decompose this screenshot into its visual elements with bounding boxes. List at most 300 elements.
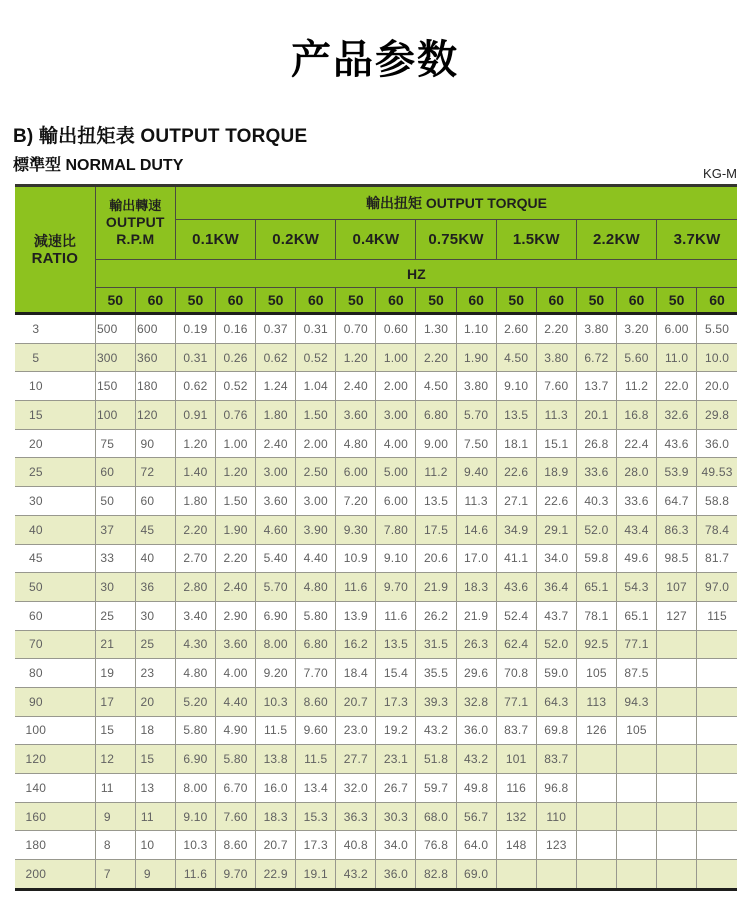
torque-cell: 5.70 [456, 401, 496, 430]
torque-cell: 10.3 [175, 831, 215, 860]
rpm-cell: 37 [95, 515, 135, 544]
torque-cell: 19.2 [376, 716, 416, 745]
rpm-cell: 10 [135, 831, 175, 860]
rpm-cell: 9 [135, 860, 175, 890]
torque-cell: 9.20 [256, 659, 296, 688]
torque-cell: 22.0 [657, 372, 697, 401]
torque-cell: 36.3 [336, 802, 376, 831]
torque-cell: 1.20 [336, 343, 376, 372]
rpm-cell: 30 [135, 601, 175, 630]
torque-cell: 20.1 [576, 401, 616, 430]
torque-cell: 5.20 [175, 687, 215, 716]
torque-cell: 49.6 [616, 544, 656, 573]
table-row [15, 860, 737, 890]
torque-cell: 14.6 [456, 515, 496, 544]
torque-cell: 1.24 [256, 372, 296, 401]
ratio-cell: 80 [15, 659, 95, 688]
rpm-column-header [95, 186, 175, 260]
torque-cell: 33.6 [576, 458, 616, 487]
torque-cell: 28.0 [616, 458, 656, 487]
torque-cell [697, 831, 737, 860]
rpm-cell: 75 [95, 429, 135, 458]
rpm-header-zh: 輸出轉速 [109, 198, 162, 213]
torque-cell: 18.1 [496, 429, 536, 458]
torque-cell: 4.40 [296, 544, 336, 573]
torque-cell: 17.3 [296, 831, 336, 860]
torque-cell: 83.7 [536, 745, 576, 774]
torque-cell: 27.1 [496, 487, 536, 516]
torque-cell: 2.20 [175, 515, 215, 544]
rpm-cell: 40 [135, 544, 175, 573]
torque-cell: 13.4 [296, 774, 336, 803]
torque-cell: 5.60 [616, 343, 656, 372]
torque-cell: 64.7 [657, 487, 697, 516]
torque-cell: 2.50 [296, 458, 336, 487]
torque-cell: 132 [496, 802, 536, 831]
rpm-cell: 180 [135, 372, 175, 401]
torque-cell: 11.2 [416, 458, 456, 487]
rpm-cell: 60 [135, 487, 175, 516]
torque-cell: 11.6 [376, 601, 416, 630]
torque-cell: 82.8 [416, 860, 456, 890]
torque-cell: 51.8 [416, 745, 456, 774]
kw-header-0.4kw: 0.4KW [336, 220, 416, 260]
table-row [15, 802, 737, 831]
ratio-cell: 140 [15, 774, 95, 803]
torque-cell: 10.3 [256, 687, 296, 716]
torque-cell: 32.8 [456, 687, 496, 716]
ratio-cell: 180 [15, 831, 95, 860]
torque-cell: 3.60 [256, 487, 296, 516]
torque-cell: 26.2 [416, 601, 456, 630]
torque-cell [697, 659, 737, 688]
torque-cell: 9.00 [416, 429, 456, 458]
rpm-cell: 19 [95, 659, 135, 688]
torque-cell: 123 [536, 831, 576, 860]
ratio-column-header [15, 186, 95, 314]
torque-cell: 78.4 [697, 515, 737, 544]
sub-heading-normal-duty: 標準型 NORMAL DUTY [13, 157, 184, 174]
torque-cell: 27.7 [336, 745, 376, 774]
torque-cell: 16.8 [616, 401, 656, 430]
ratio-cell: 90 [15, 687, 95, 716]
torque-cell: 17.3 [376, 687, 416, 716]
section-heading-output-torque: B) 輸出扭矩表 OUTPUT TORQUE [13, 126, 308, 147]
torque-cell: 11.6 [336, 573, 376, 602]
freq-header-50hz: 50 [256, 288, 296, 314]
torque-cell [576, 745, 616, 774]
torque-cell: 0.62 [256, 343, 296, 372]
torque-cell: 69.0 [456, 860, 496, 890]
torque-cell: 23.1 [376, 745, 416, 774]
torque-cell: 2.80 [175, 573, 215, 602]
table-header [15, 186, 737, 314]
rpm-cell: 120 [135, 401, 175, 430]
torque-cell: 3.60 [216, 630, 256, 659]
torque-cell: 10.0 [697, 343, 737, 372]
ratio-cell: 30 [15, 487, 95, 516]
torque-cell: 2.00 [296, 429, 336, 458]
torque-cell: 5.00 [376, 458, 416, 487]
torque-cell: 3.00 [256, 458, 296, 487]
torque-cell: 2.90 [216, 601, 256, 630]
page-title: 产品参数 [291, 38, 459, 82]
torque-cell [657, 831, 697, 860]
torque-cell: 18.3 [256, 802, 296, 831]
torque-cell: 65.1 [576, 573, 616, 602]
torque-cell: 15.3 [296, 802, 336, 831]
torque-cell: 98.5 [657, 544, 697, 573]
torque-cell: 9.70 [216, 860, 256, 890]
ratio-cell: 100 [15, 716, 95, 745]
rpm-cell: 11 [135, 802, 175, 831]
torque-cell: 69.8 [536, 716, 576, 745]
torque-cell: 36.0 [376, 860, 416, 890]
rpm-cell: 25 [95, 601, 135, 630]
torque-cell: 0.91 [175, 401, 215, 430]
torque-cell: 115 [697, 601, 737, 630]
freq-header-50hz: 50 [496, 288, 536, 314]
torque-cell: 6.72 [576, 343, 616, 372]
torque-cell: 56.7 [456, 802, 496, 831]
ratio-cell: 15 [15, 401, 95, 430]
freq-header-50hz: 50 [175, 288, 215, 314]
torque-cell [536, 860, 576, 890]
torque-cell: 11.3 [536, 401, 576, 430]
torque-cell: 13.5 [416, 487, 456, 516]
torque-cell: 3.00 [376, 401, 416, 430]
rpm-cell: 60 [95, 458, 135, 487]
torque-cell: 2.20 [416, 343, 456, 372]
freq-header-60hz: 60 [216, 288, 256, 314]
torque-cell: 13.9 [336, 601, 376, 630]
table-row [15, 831, 737, 860]
table-row [15, 429, 737, 458]
output-torque-table [15, 184, 737, 891]
torque-cell: 30.3 [376, 802, 416, 831]
torque-cell: 4.40 [216, 687, 256, 716]
torque-cell: 70.8 [496, 659, 536, 688]
torque-cell: 5.80 [175, 716, 215, 745]
rpm-cell: 45 [135, 515, 175, 544]
ratio-cell: 50 [15, 573, 95, 602]
ratio-cell: 120 [15, 745, 95, 774]
torque-cell: 0.19 [175, 314, 215, 344]
torque-cell: 0.31 [175, 343, 215, 372]
torque-cell: 9.60 [296, 716, 336, 745]
rpm-cell: 23 [135, 659, 175, 688]
table-row [15, 601, 737, 630]
torque-cell: 7.60 [536, 372, 576, 401]
torque-cell: 43.2 [416, 716, 456, 745]
torque-cell: 0.76 [216, 401, 256, 430]
torque-cell: 13.5 [376, 630, 416, 659]
rpm-cell: 360 [135, 343, 175, 372]
torque-cell: 11.6 [175, 860, 215, 890]
torque-cell [657, 659, 697, 688]
table-row [15, 458, 737, 487]
torque-cell: 9.10 [496, 372, 536, 401]
torque-cell: 11.0 [657, 343, 697, 372]
torque-cell: 16.0 [256, 774, 296, 803]
torque-cell: 0.31 [296, 314, 336, 344]
table-body [15, 314, 737, 890]
torque-cell: 17.0 [456, 544, 496, 573]
table-row [15, 487, 737, 516]
torque-cell [657, 860, 697, 890]
torque-cell: 8.00 [256, 630, 296, 659]
torque-cell: 1.20 [216, 458, 256, 487]
torque-cell: 6.90 [256, 601, 296, 630]
rpm-cell: 7 [95, 860, 135, 890]
torque-cell: 59.8 [576, 544, 616, 573]
torque-cell: 9.10 [376, 544, 416, 573]
torque-cell: 5.80 [216, 745, 256, 774]
freq-header-60hz: 60 [135, 288, 175, 314]
torque-cell: 26.8 [576, 429, 616, 458]
torque-cell: 52.0 [536, 630, 576, 659]
torque-cell: 0.16 [216, 314, 256, 344]
freq-header-60hz: 60 [616, 288, 656, 314]
torque-cell: 7.20 [336, 487, 376, 516]
torque-cell [657, 745, 697, 774]
torque-group-header: 輸出扭矩 OUTPUT TORQUE [175, 186, 737, 220]
torque-cell: 36.4 [536, 573, 576, 602]
torque-cell: 76.8 [416, 831, 456, 860]
torque-cell [657, 687, 697, 716]
torque-cell: 8.60 [296, 687, 336, 716]
torque-cell: 2.20 [216, 544, 256, 573]
torque-cell: 6.70 [216, 774, 256, 803]
torque-cell: 34.9 [496, 515, 536, 544]
torque-cell: 4.50 [416, 372, 456, 401]
torque-cell: 105 [576, 659, 616, 688]
rpm-cell: 12 [95, 745, 135, 774]
torque-cell: 4.90 [216, 716, 256, 745]
ratio-header-zh: 減速比 [33, 233, 76, 249]
torque-cell: 43.6 [657, 429, 697, 458]
torque-cell: 17.5 [416, 515, 456, 544]
torque-cell: 40.8 [336, 831, 376, 860]
torque-cell [616, 831, 656, 860]
rpm-cell: 25 [135, 630, 175, 659]
torque-cell: 8.60 [216, 831, 256, 860]
torque-cell: 36.0 [697, 429, 737, 458]
torque-cell: 113 [576, 687, 616, 716]
freq-header-50hz: 50 [576, 288, 616, 314]
torque-cell: 9.40 [456, 458, 496, 487]
torque-cell: 4.60 [256, 515, 296, 544]
torque-cell: 39.3 [416, 687, 456, 716]
table-row [15, 630, 737, 659]
torque-cell: 1.00 [216, 429, 256, 458]
ratio-cell: 25 [15, 458, 95, 487]
freq-header-60hz: 60 [456, 288, 496, 314]
torque-cell: 20.7 [336, 687, 376, 716]
torque-cell: 116 [496, 774, 536, 803]
ratio-cell: 20 [15, 429, 95, 458]
torque-cell: 87.5 [616, 659, 656, 688]
table-row [15, 774, 737, 803]
freq-header-60hz: 60 [697, 288, 737, 314]
torque-cell: 19.1 [296, 860, 336, 890]
unit-label-kgm: KG-M [703, 166, 737, 181]
torque-cell: 41.1 [496, 544, 536, 573]
rpm-cell: 13 [135, 774, 175, 803]
torque-cell: 15.4 [376, 659, 416, 688]
table-row [15, 745, 737, 774]
torque-cell: 148 [496, 831, 536, 860]
torque-cell: 4.80 [296, 573, 336, 602]
torque-cell: 29.1 [536, 515, 576, 544]
torque-cell: 18.4 [336, 659, 376, 688]
torque-cell: 20.0 [697, 372, 737, 401]
torque-cell: 3.80 [536, 343, 576, 372]
torque-cell [697, 687, 737, 716]
ratio-cell: 45 [15, 544, 95, 573]
torque-cell [496, 860, 536, 890]
rpm-cell: 21 [95, 630, 135, 659]
ratio-cell: 160 [15, 802, 95, 831]
torque-cell: 2.40 [216, 573, 256, 602]
torque-cell: 9.70 [376, 573, 416, 602]
torque-cell: 0.62 [175, 372, 215, 401]
table-row [15, 573, 737, 602]
torque-cell: 13.8 [256, 745, 296, 774]
torque-cell: 15.1 [536, 429, 576, 458]
ratio-cell: 40 [15, 515, 95, 544]
kw-header-0.1kw: 0.1KW [175, 220, 255, 260]
torque-cell: 11.5 [256, 716, 296, 745]
ratio-cell: 60 [15, 601, 95, 630]
rpm-cell: 90 [135, 429, 175, 458]
torque-cell [616, 802, 656, 831]
ratio-cell: 3 [15, 314, 95, 344]
rpm-cell: 18 [135, 716, 175, 745]
torque-cell: 81.7 [697, 544, 737, 573]
table-row [15, 401, 737, 430]
freq-header-60hz: 60 [376, 288, 416, 314]
torque-cell: 52.0 [576, 515, 616, 544]
torque-cell [576, 860, 616, 890]
torque-cell: 4.30 [175, 630, 215, 659]
torque-cell: 2.20 [536, 314, 576, 344]
torque-cell: 49.53 [697, 458, 737, 487]
torque-cell: 7.70 [296, 659, 336, 688]
torque-cell: 5.80 [296, 601, 336, 630]
hz-header: HZ [95, 260, 737, 288]
torque-cell: 1.50 [296, 401, 336, 430]
rpm-cell: 11 [95, 774, 135, 803]
kw-header-1.5kw: 1.5KW [496, 220, 576, 260]
rpm-cell: 150 [95, 372, 135, 401]
torque-cell: 2.40 [336, 372, 376, 401]
torque-cell: 3.40 [175, 601, 215, 630]
torque-cell: 1.04 [296, 372, 336, 401]
torque-cell: 0.70 [336, 314, 376, 344]
torque-cell: 11.5 [296, 745, 336, 774]
rpm-cell: 17 [95, 687, 135, 716]
torque-cell: 3.90 [296, 515, 336, 544]
torque-cell [657, 630, 697, 659]
torque-cell [697, 774, 737, 803]
torque-cell: 6.00 [336, 458, 376, 487]
rpm-cell: 15 [95, 716, 135, 745]
torque-cell: 94.3 [616, 687, 656, 716]
torque-cell: 6.80 [416, 401, 456, 430]
torque-cell: 43.6 [496, 573, 536, 602]
torque-cell [576, 774, 616, 803]
torque-cell: 40.3 [576, 487, 616, 516]
torque-cell: 9.10 [175, 802, 215, 831]
rpm-cell: 36 [135, 573, 175, 602]
torque-cell: 5.70 [256, 573, 296, 602]
torque-cell: 21.9 [456, 601, 496, 630]
torque-cell: 1.20 [175, 429, 215, 458]
torque-cell: 32.0 [336, 774, 376, 803]
torque-cell: 127 [657, 601, 697, 630]
torque-cell: 126 [576, 716, 616, 745]
torque-cell [697, 630, 737, 659]
header-row-frequency [15, 288, 737, 314]
torque-cell: 2.70 [175, 544, 215, 573]
rpm-cell: 33 [95, 544, 135, 573]
torque-cell [616, 774, 656, 803]
header-row-hz [15, 260, 737, 288]
ratio-cell: 5 [15, 343, 95, 372]
torque-cell [657, 716, 697, 745]
torque-cell [576, 831, 616, 860]
table-row [15, 659, 737, 688]
torque-cell: 0.52 [216, 372, 256, 401]
torque-cell [616, 745, 656, 774]
torque-cell: 8.00 [175, 774, 215, 803]
torque-cell: 0.37 [256, 314, 296, 344]
freq-header-60hz: 60 [536, 288, 576, 314]
freq-header-50hz: 50 [336, 288, 376, 314]
torque-cell: 4.50 [496, 343, 536, 372]
torque-cell [576, 802, 616, 831]
torque-cell: 2.00 [376, 372, 416, 401]
torque-cell: 96.8 [536, 774, 576, 803]
torque-cell: 1.90 [216, 515, 256, 544]
torque-cell: 7.80 [376, 515, 416, 544]
torque-cell: 52.4 [496, 601, 536, 630]
torque-cell [697, 802, 737, 831]
torque-cell: 0.52 [296, 343, 336, 372]
torque-cell [657, 774, 697, 803]
torque-cell: 4.00 [216, 659, 256, 688]
torque-cell: 3.20 [616, 314, 656, 344]
torque-cell: 22.4 [616, 429, 656, 458]
table-row [15, 716, 737, 745]
rpm-cell: 9 [95, 802, 135, 831]
kw-header-2.2kw: 2.2KW [576, 220, 656, 260]
torque-cell: 29.8 [697, 401, 737, 430]
torque-cell: 34.0 [376, 831, 416, 860]
rpm-cell: 20 [135, 687, 175, 716]
kw-header-0.2kw: 0.2KW [256, 220, 336, 260]
torque-cell: 33.6 [616, 487, 656, 516]
torque-cell: 5.50 [697, 314, 737, 344]
rpm-cell: 100 [95, 401, 135, 430]
torque-cell: 11.2 [616, 372, 656, 401]
torque-cell: 2.60 [496, 314, 536, 344]
torque-cell: 6.00 [376, 487, 416, 516]
torque-cell: 43.4 [616, 515, 656, 544]
torque-cell: 86.3 [657, 515, 697, 544]
rpm-header-en1: OUTPUT [105, 214, 165, 230]
